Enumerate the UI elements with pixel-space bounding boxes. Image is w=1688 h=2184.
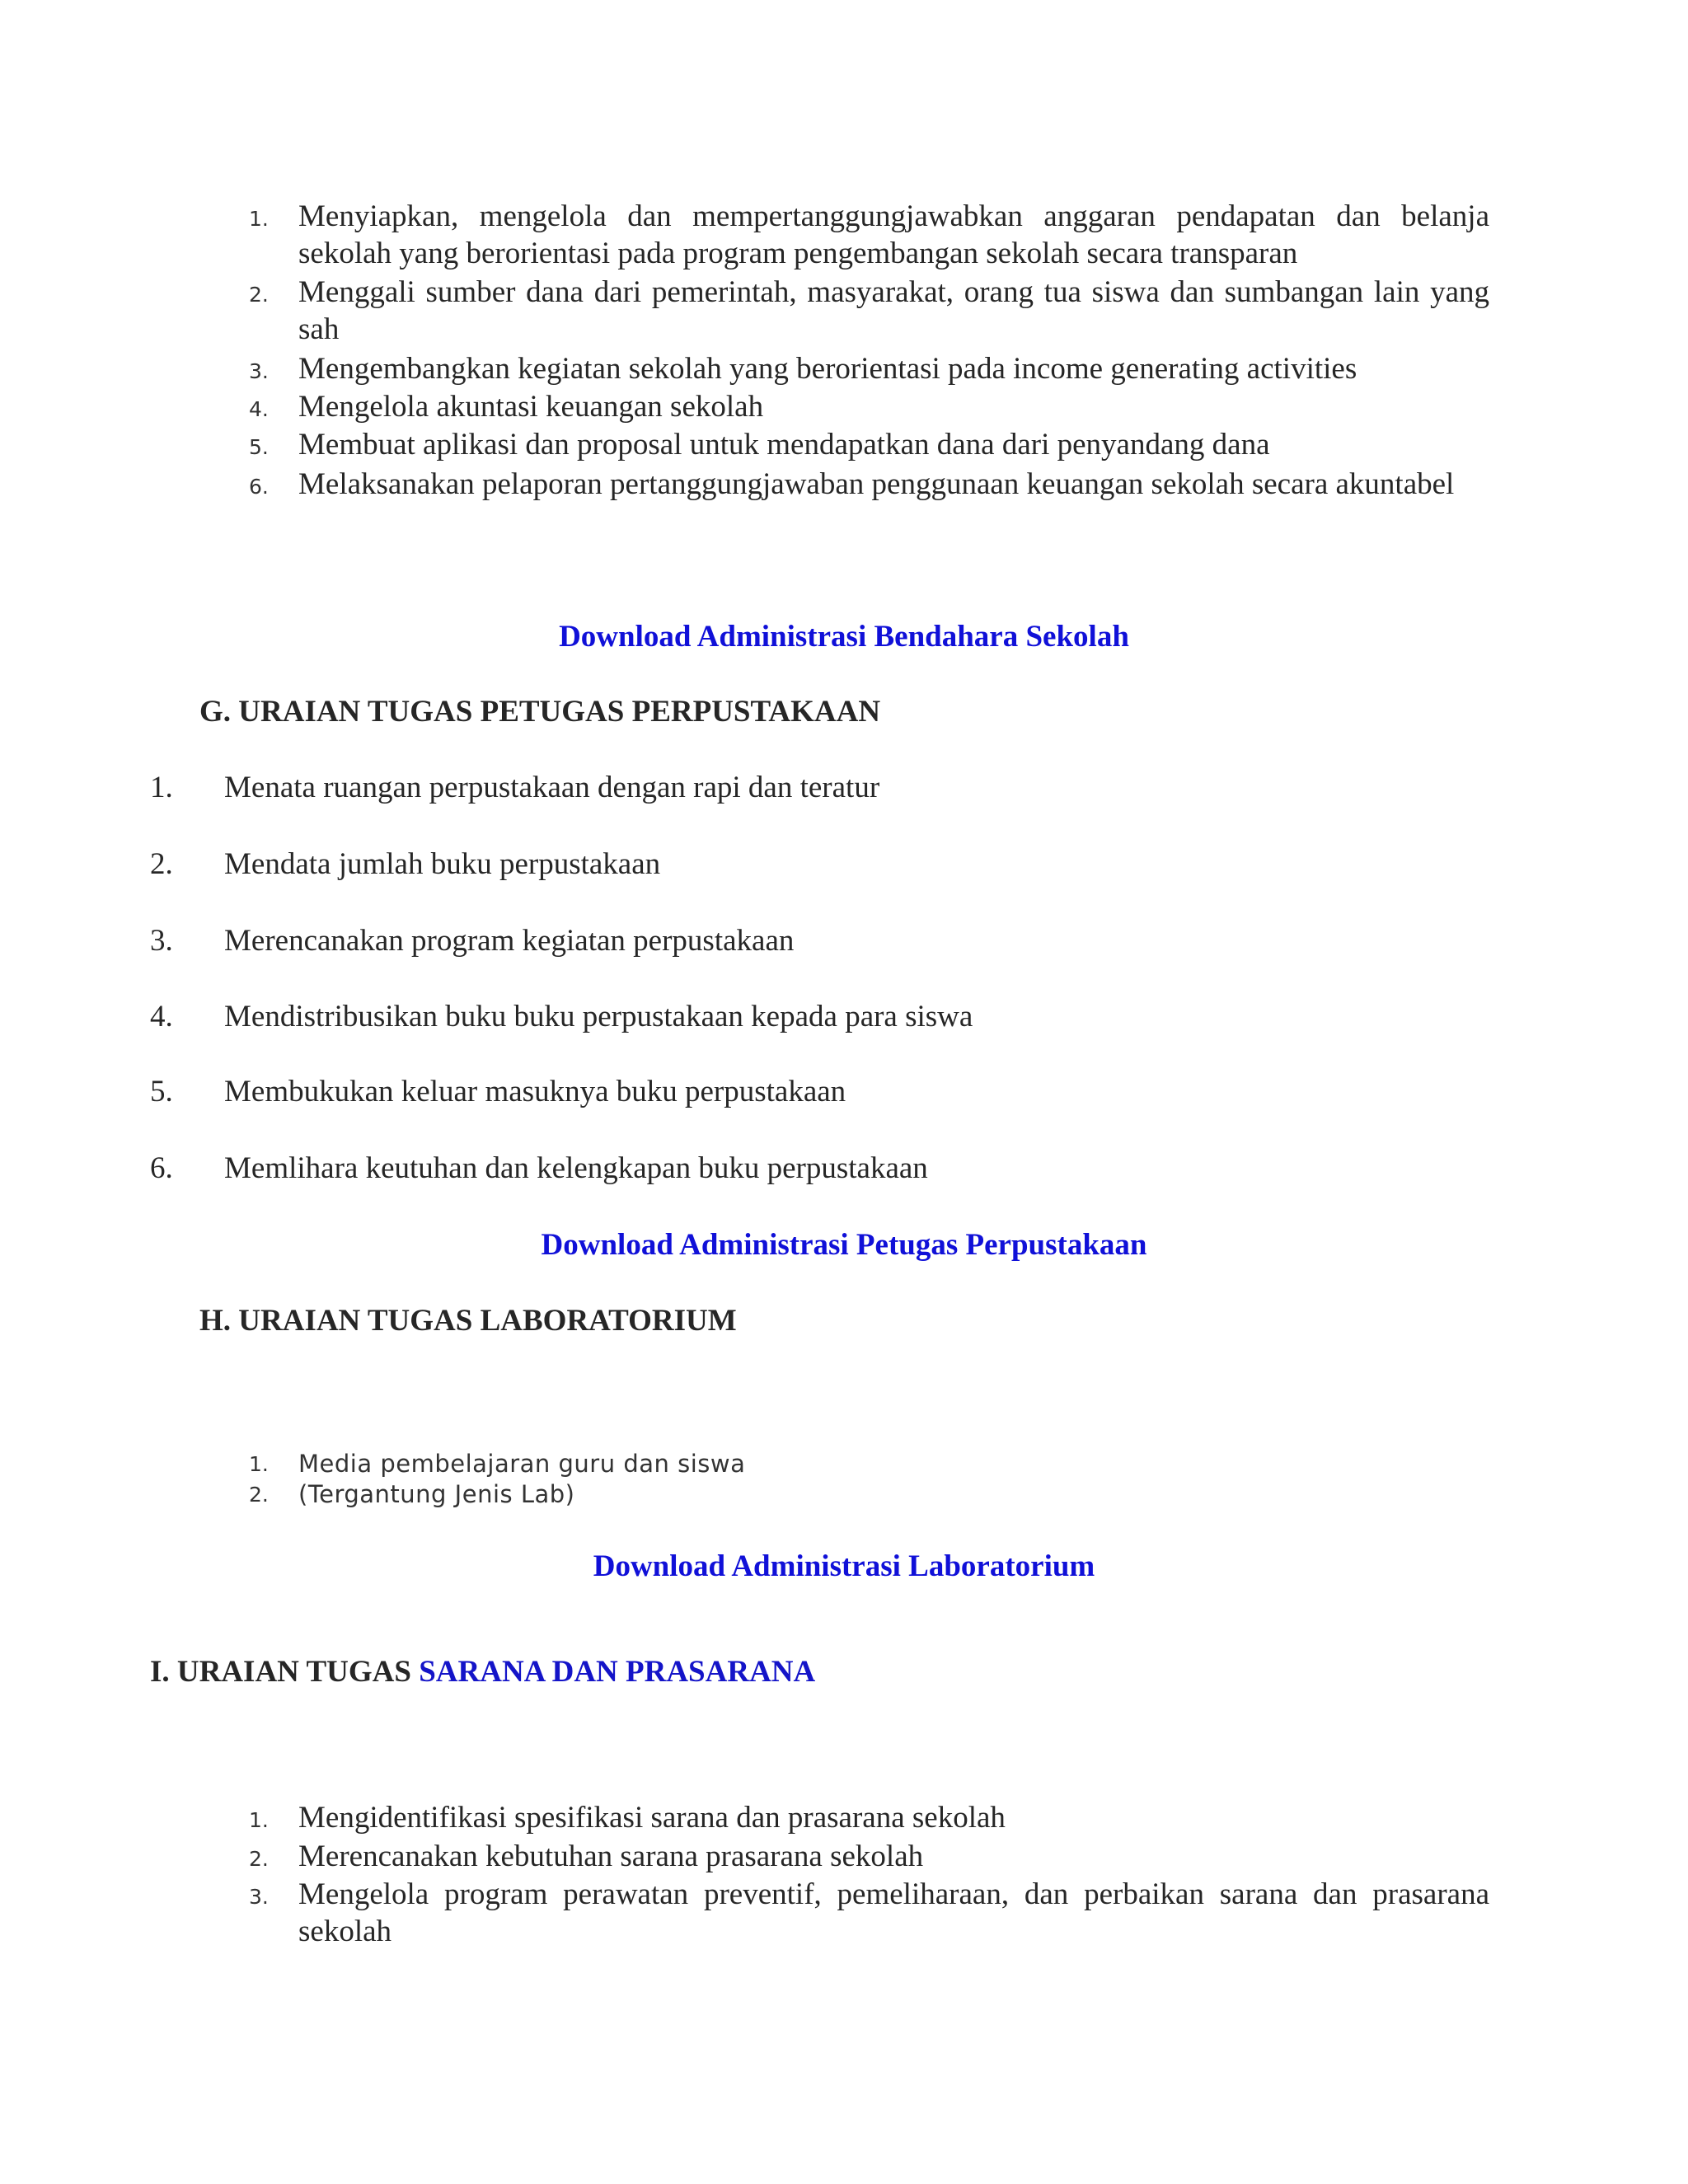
- list-number: 6.: [249, 475, 269, 499]
- list-number: 1.: [249, 1808, 269, 1832]
- download-bendahara-link[interactable]: Download Administrasi Bendahara Sekolah: [559, 620, 1129, 654]
- heading-prefix: I. URAIAN TUGAS: [150, 1655, 420, 1689]
- list-item: Merencanakan kebutuhan sarana prasarana sekolah: [298, 1840, 924, 1873]
- list-number: 4.: [249, 397, 269, 421]
- list-item: Melaksanakan pelaporan pertanggungjawaban penggunaan keuangan sekolah secara akuntabel: [298, 467, 1455, 501]
- list-item: Media pembelajaran guru dan siswa: [298, 1450, 746, 1478]
- list-item: Mendata jumlah buku perpustakaan: [224, 847, 661, 881]
- list-item: Memlihara keutuhan dan kelengkapan buku perpustakaan: [224, 1151, 928, 1185]
- list-item: Merencanakan program kegiatan perpustakaan: [224, 924, 795, 958]
- list-item: Mengelola program perawatan preventif, pemeliharaan, dan perbaikan sarana dan prasarana sekolah: [298, 1877, 1489, 1948]
- list-item: Menata ruangan perpustakaan dengan rapi dan teratur: [224, 771, 880, 804]
- list-item: Membukukan keluar masuknya buku perpustakaan: [224, 1075, 846, 1108]
- heading-laboratorium: H. URAIAN TUGAS LABORATORIUM: [199, 1304, 737, 1338]
- list-number: 1.: [150, 771, 173, 804]
- list-number: 5.: [150, 1075, 173, 1108]
- list-number: 2.: [150, 847, 173, 881]
- list-item: Menggali sumber dana dari pemerintah, masyarakat, orang tua siswa dan sumbangan lain yang sah: [298, 275, 1489, 346]
- heading-perpustakaan: G. URAIAN TUGAS PETUGAS PERPUSTAKAAN: [199, 695, 881, 729]
- heading-sarana-prasarana: [150, 1654, 815, 1690]
- list-item: Mendistribusikan buku buku perpustakaan kepada para siswa: [224, 1000, 973, 1033]
- list-number: 1.: [249, 207, 269, 231]
- list-number: 2.: [249, 1483, 269, 1507]
- list-item: Mengelola akuntasi keuangan sekolah: [298, 390, 764, 424]
- list-number: 3.: [249, 359, 269, 383]
- list-number: 5.: [249, 435, 269, 459]
- list-number: 3.: [150, 924, 173, 958]
- list-item: (Tergantung Jenis Lab): [298, 1480, 575, 1508]
- list-number: 3.: [249, 1885, 269, 1909]
- list-number: 4.: [150, 1000, 173, 1033]
- list-number: 2.: [249, 1847, 269, 1871]
- download-laboratorium-link[interactable]: Download Administrasi Laboratorium: [593, 1549, 1095, 1583]
- list-item: Mengembangkan kegiatan sekolah yang berorientasi pada income generating activities: [298, 352, 1357, 386]
- list-number: 2.: [249, 283, 269, 307]
- list-number: 1.: [249, 1452, 269, 1476]
- download-perpustakaan-link[interactable]: Download Administrasi Petugas Perpustakaan: [541, 1228, 1147, 1262]
- sarana-prasarana-link[interactable]: SARANA DAN PRASARANA: [419, 1655, 816, 1689]
- list-item: Mengidentifikasi spesifikasi sarana dan prasarana sekolah: [298, 1801, 1006, 1835]
- list-item: Menyiapkan, mengelola dan mempertanggungjawabkan anggaran pendapatan dan belanja sekolah yang berorientasi pada program pengembangan sekolah secara transparan: [298, 199, 1489, 270]
- list-number: 6.: [150, 1151, 173, 1185]
- list-item: Membuat aplikasi dan proposal untuk mendapatkan dana dari penyandang dana: [298, 428, 1270, 462]
